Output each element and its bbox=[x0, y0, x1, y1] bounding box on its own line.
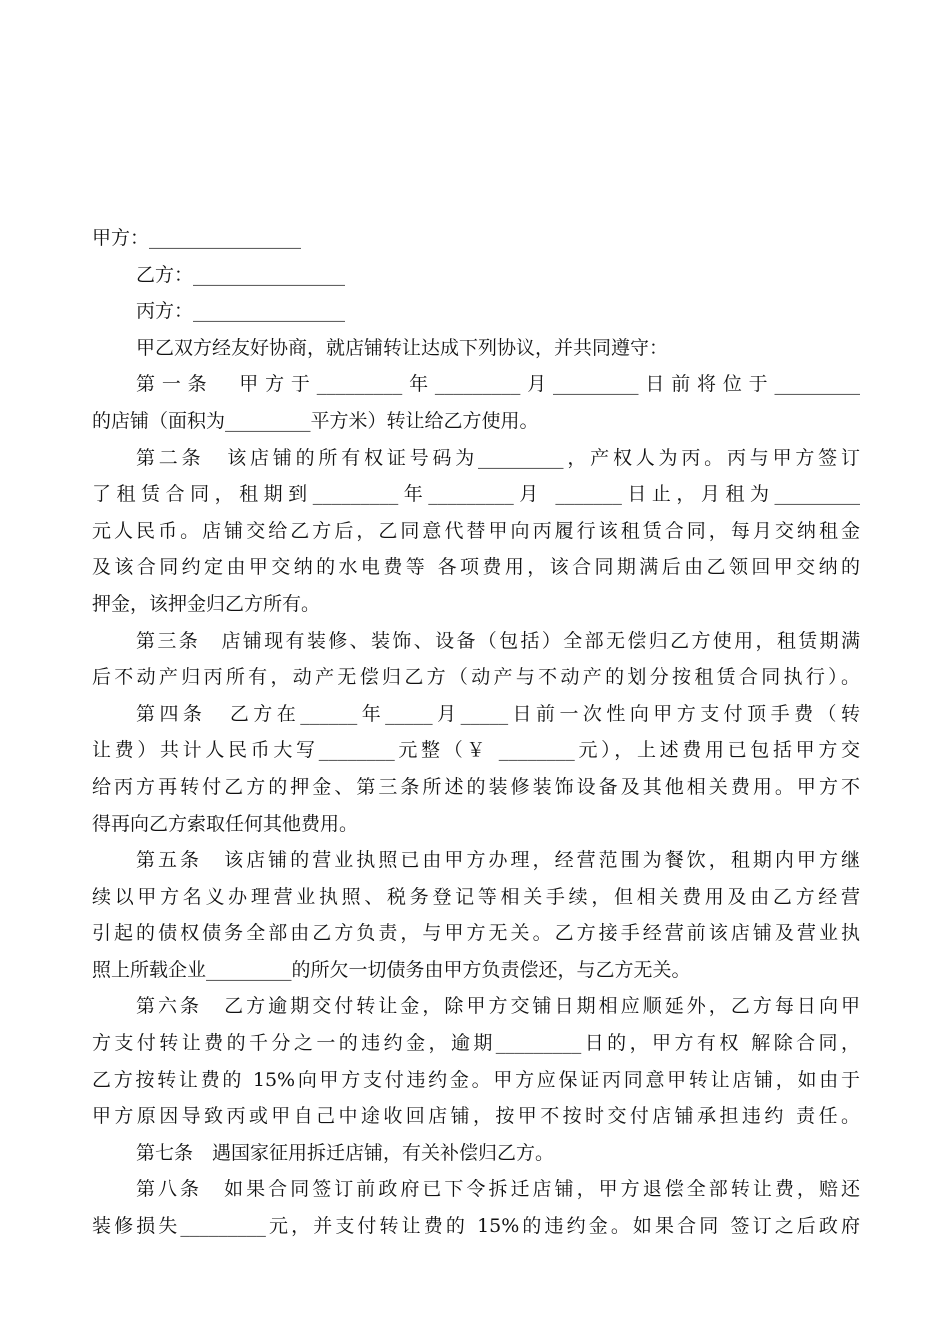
article-2-line-4: 及该合同约定由甲交纳的水电费等 各项费用，该合同期满后由乙领回甲交纳的 bbox=[92, 556, 860, 579]
article-5-line-3: 引起的债权债务全部由乙方负责，与甲方无关。乙方接手经营前该店铺及营业执 bbox=[92, 922, 860, 945]
preamble-line: 甲乙双方经友好协商，就店铺转让达成下列协议，并共同遵守： bbox=[136, 336, 669, 359]
article-2-line-2: 了租赁合同，租期到_________年_________月 _______日止，月租为_________ bbox=[92, 483, 860, 506]
article-6-line-3: 乙方按转让费的 15%向甲方支付违约金。甲方应保证丙同意甲转让店铺，如由于 bbox=[92, 1068, 860, 1091]
article-1-line-2: 的店铺（面积为_________平方米）转让给乙方使用。 bbox=[92, 409, 539, 432]
article-2-line-3: 元人民币。店铺交给乙方后，乙同意代替甲向丙履行该租赁合同，每月交纳租金 bbox=[92, 519, 860, 542]
article-6-line-1: 第六条 乙方逾期交付转让金，除甲方交铺日期相应顺延外，乙方每日向甲 bbox=[136, 995, 860, 1018]
article-3-line-2: 后不动产归丙所有，动产无偿归乙方（动产与不动产的划分按租赁合同执行）。 bbox=[92, 666, 860, 689]
article-7-line-1: 第七条 遇国家征用拆迁店铺，有关补偿归乙方。 bbox=[136, 1141, 555, 1164]
article-3-line-1: 第三条 店铺现有装修、装饰、设备（包括）全部无偿归乙方使用，租赁期满 bbox=[136, 629, 860, 652]
party-b-line: 乙方：________________ bbox=[136, 263, 346, 286]
article-5-line-2: 续以甲方名义办理营业执照、税务登记等相关手续，但相关费用及由乙方经营 bbox=[92, 885, 860, 908]
article-6-line-2: 方支付转让费的千分之一的违约金，逾期_________日的，甲方有权 解除合同， bbox=[92, 1032, 860, 1055]
article-4-line-1: 第四条 乙方在______年_____月_____日前一次性向甲方支付顶手费（转 bbox=[136, 702, 860, 725]
article-1-line-1: 第一条 甲方于_________年_________月_________日前将位于_________ bbox=[136, 373, 860, 396]
article-8-line-2: 装修损失_________元，并支付转让费的 15%的违约金。如果合同 签订之后政府 bbox=[92, 1215, 860, 1238]
article-2-line-5: 押金，该押金归乙方所有。 bbox=[92, 592, 321, 615]
party-a-line: 甲方：________________ bbox=[92, 227, 302, 249]
agreement-document bbox=[92, 220, 860, 1245]
article-8-line-1: 第八条 如果合同签订前政府已下令拆迁店铺，甲方退偿全部转让费，赔还 bbox=[136, 1178, 860, 1201]
article-2-line-1: 第二条 该店铺的所有权证号码为_________，产权人为丙。丙与甲方签订 bbox=[136, 446, 860, 469]
party-c-line: 丙方：________________ bbox=[136, 300, 346, 323]
article-4-line-3: 给丙方再转付乙方的押金、第三条所述的装修装饰设备及其他相关费用。甲方不 bbox=[92, 775, 860, 798]
article-5-line-1: 第五条 该店铺的营业执照已由甲方办理，经营范围为餐饮，租期内甲方继 bbox=[136, 849, 860, 872]
article-4-line-4: 得再向乙方索取任何其他费用。 bbox=[92, 812, 359, 835]
article-5-line-4: 照上所载企业_________的所欠一切债务由甲方负责偿还，与乙方无关。 bbox=[92, 958, 691, 981]
article-4-line-2: 让费）共计人民币大写________元整（￥ ________元），上述费用已包括甲方交 bbox=[92, 739, 860, 762]
article-6-line-4: 甲方原因导致丙或甲自己中途收回店铺，按甲不按时交付店铺承担违约 责任。 bbox=[92, 1105, 860, 1128]
